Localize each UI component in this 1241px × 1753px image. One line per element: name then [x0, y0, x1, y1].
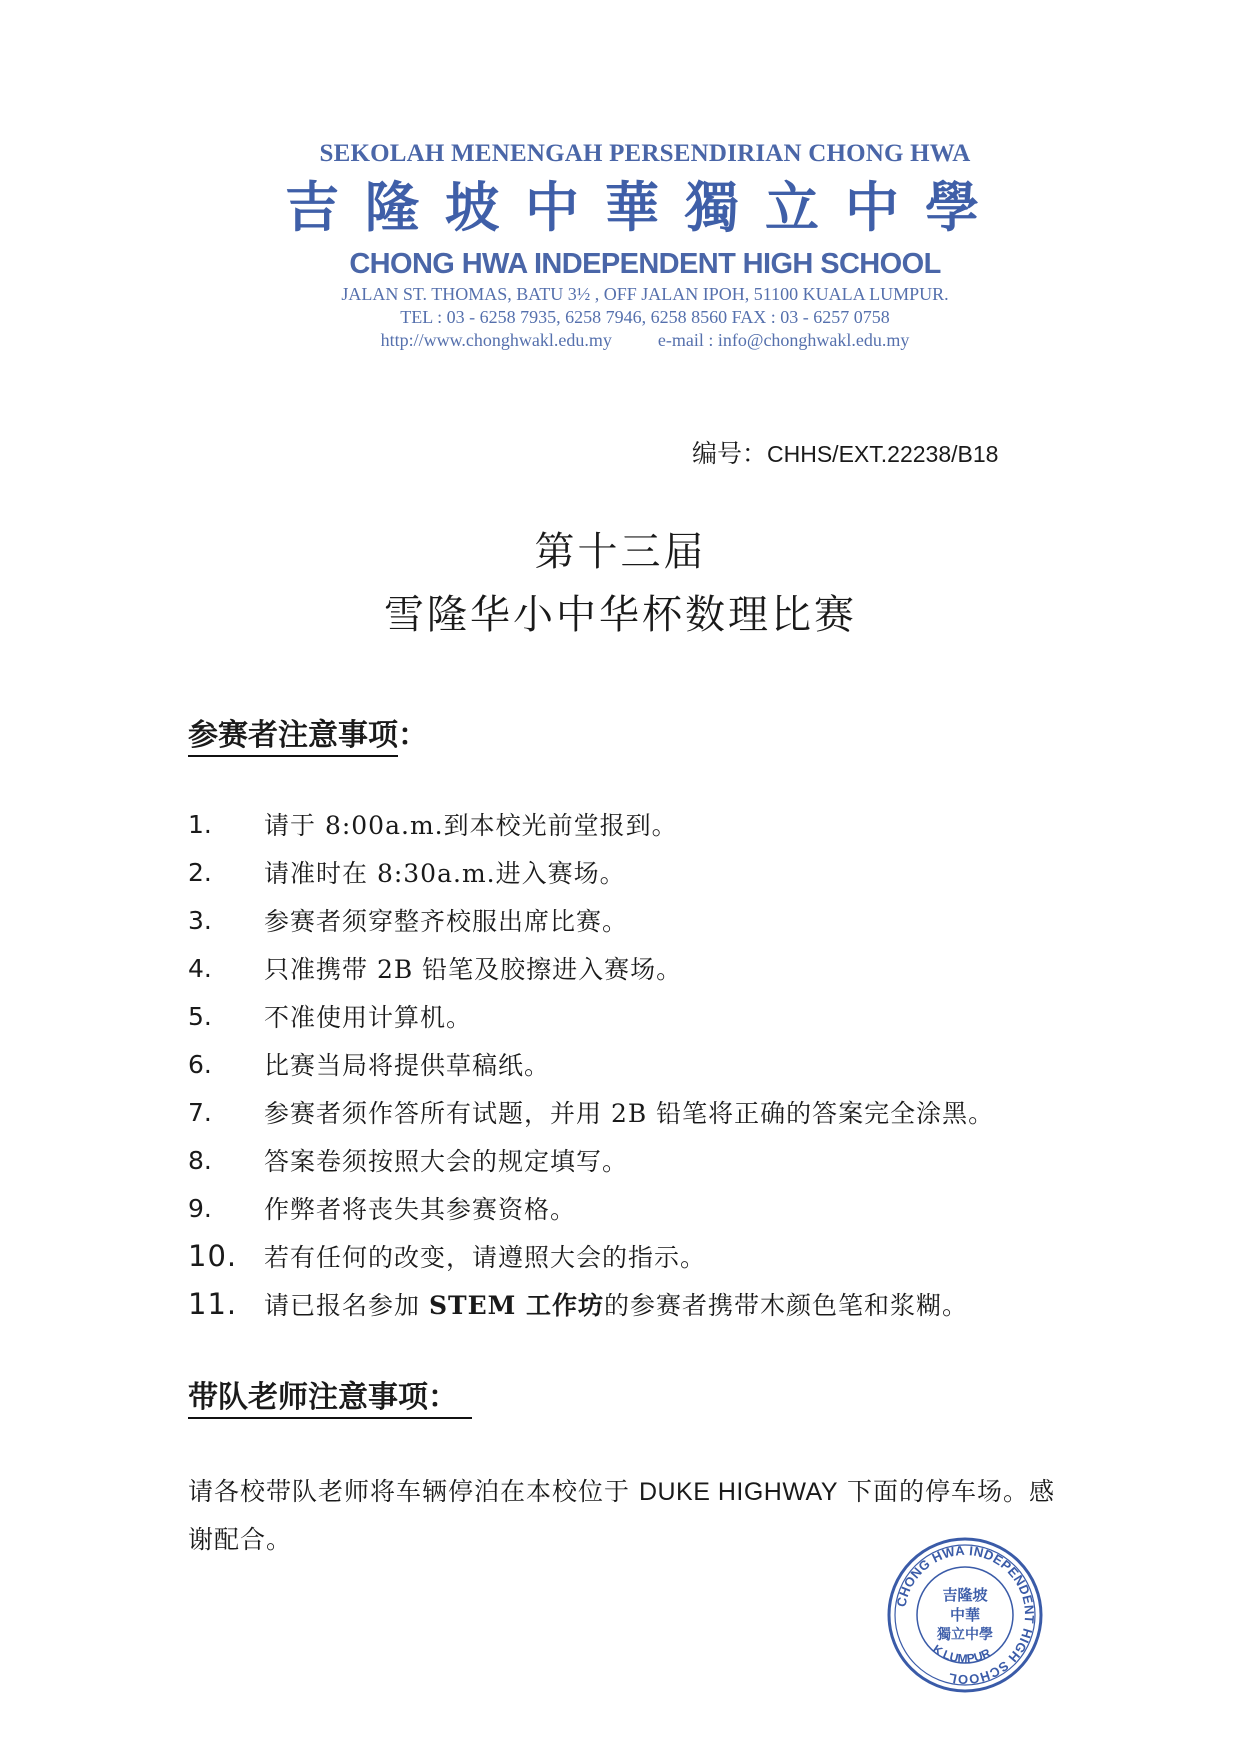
list-item: [188, 1040, 1088, 1088]
letterhead: [260, 140, 1030, 352]
participants-heading-text: 参赛者注意事项: [188, 718, 398, 757]
teachers-notice-post: 下面的停车场。感谢配合。: [188, 1477, 1055, 1554]
item-text: 参赛者须作答所有试题，并用 2B 铅笔将正确的答案完全涂黑。: [264, 1099, 995, 1128]
item-text: 答案卷须按照大会的规定填写。: [264, 1147, 629, 1176]
highway-name: DUKE HIGHWAY: [638, 1478, 839, 1506]
item-text: 请于 8:00a.m.到本校光前堂报到。: [264, 811, 678, 840]
reference-label: 编号：: [692, 439, 768, 468]
item-text: [264, 1286, 968, 1322]
title-competition: 雪隆华小中华杯数理比赛: [384, 592, 857, 638]
item-text: 若有任何的改变，请遵照大会的指示。: [264, 1243, 707, 1272]
list-item: [188, 848, 1088, 896]
list-item: [188, 1184, 1088, 1232]
item-text: 作弊者将丧失其参赛资格。: [264, 1195, 577, 1224]
school-phone: TEL : 03 - 6258 7935, 6258 7946, 6258 8560 FAX : 03 - 6257 0758: [400, 307, 890, 327]
reference-number: [692, 434, 998, 470]
item-number: 9.: [188, 1193, 212, 1223]
list-item: [188, 1088, 1088, 1136]
stamp-center-line3: 獨立中學: [937, 1627, 993, 1643]
item-text: 只准携带 2B 铅笔及胶擦进入赛场。: [264, 955, 683, 984]
list-item: [188, 800, 1088, 848]
participants-heading: [188, 710, 428, 754]
item-text: 请准时在 8:30a.m.进入赛场。: [264, 859, 626, 888]
teachers-heading-text: 带队老师注意事项：: [188, 1380, 472, 1419]
stem-workshop-label: STEM 工作坊: [428, 1291, 605, 1320]
teachers-notice-pre: 请各校带队老师将车辆停泊在本校位于: [188, 1477, 639, 1506]
list-item: [188, 944, 1088, 992]
stamp-ring-text: CHONG HWA INDEPENDENT HIGH SCHOOL: [893, 1542, 1038, 1688]
item-text: 比赛当局将提供草稿纸。: [264, 1051, 551, 1080]
item-number: 5.: [188, 1001, 212, 1031]
stamp-bottom-text: K LUMPUR: [930, 1641, 993, 1666]
teachers-heading: [188, 1372, 472, 1416]
list-item: [188, 1232, 1088, 1280]
participant-rules-list: [188, 800, 1088, 1328]
school-name-chinese: 吉隆坡中華獨立中學: [285, 175, 1005, 239]
list-item: [188, 1280, 1088, 1328]
school-email: e-mail : info@chonghwakl.edu.my: [657, 330, 910, 350]
school-contact: [260, 329, 1030, 352]
item-number: 11.: [188, 1287, 238, 1321]
school-stamp: [886, 1536, 1044, 1694]
item-text: 不准使用计算机。: [264, 1003, 473, 1032]
item-text-post: 的参赛者携带木颜色笔和浆糊。: [604, 1291, 969, 1320]
stamp-seal-icon: [886, 1536, 1044, 1694]
title-edition: 第十三届: [534, 529, 707, 575]
item-number: 2.: [188, 857, 212, 887]
item-text: 参赛者须穿整齐校服出席比赛。: [264, 907, 629, 936]
item-number: 8.: [188, 1145, 212, 1175]
reference-value: CHHS/EXT.22238/B18: [767, 441, 999, 467]
item-number: 6.: [188, 1049, 212, 1079]
school-address: JALAN ST. THOMAS, BATU 3½ , OFF JALAN IPOH, 51100 KUALA LUMPUR.: [341, 284, 949, 304]
stamp-center-line1: 吉隆坡: [942, 1586, 988, 1604]
item-text-pre: 请已报名参加: [264, 1291, 429, 1320]
stamp-center-line2: 中華: [949, 1606, 981, 1624]
item-number: 4.: [188, 953, 212, 983]
school-name-english: CHONG HWA INDEPENDENT HIGH SCHOOL: [349, 248, 941, 280]
svg-text:K LUMPUR: [930, 1642, 993, 1666]
school-name-malay: SEKOLAH MENENGAH PERSENDIRIAN CHONG HWA: [319, 140, 971, 167]
list-item: [188, 1136, 1088, 1184]
item-number: 7.: [188, 1097, 212, 1127]
item-number: 3.: [188, 905, 212, 935]
list-item: [188, 896, 1088, 944]
item-number: 1.: [188, 809, 212, 839]
participants-heading-colon: ：: [398, 718, 428, 753]
list-item: [188, 992, 1088, 1040]
item-number: 10.: [188, 1239, 238, 1273]
school-website: http://www.chonghwakl.edu.my: [380, 330, 612, 350]
